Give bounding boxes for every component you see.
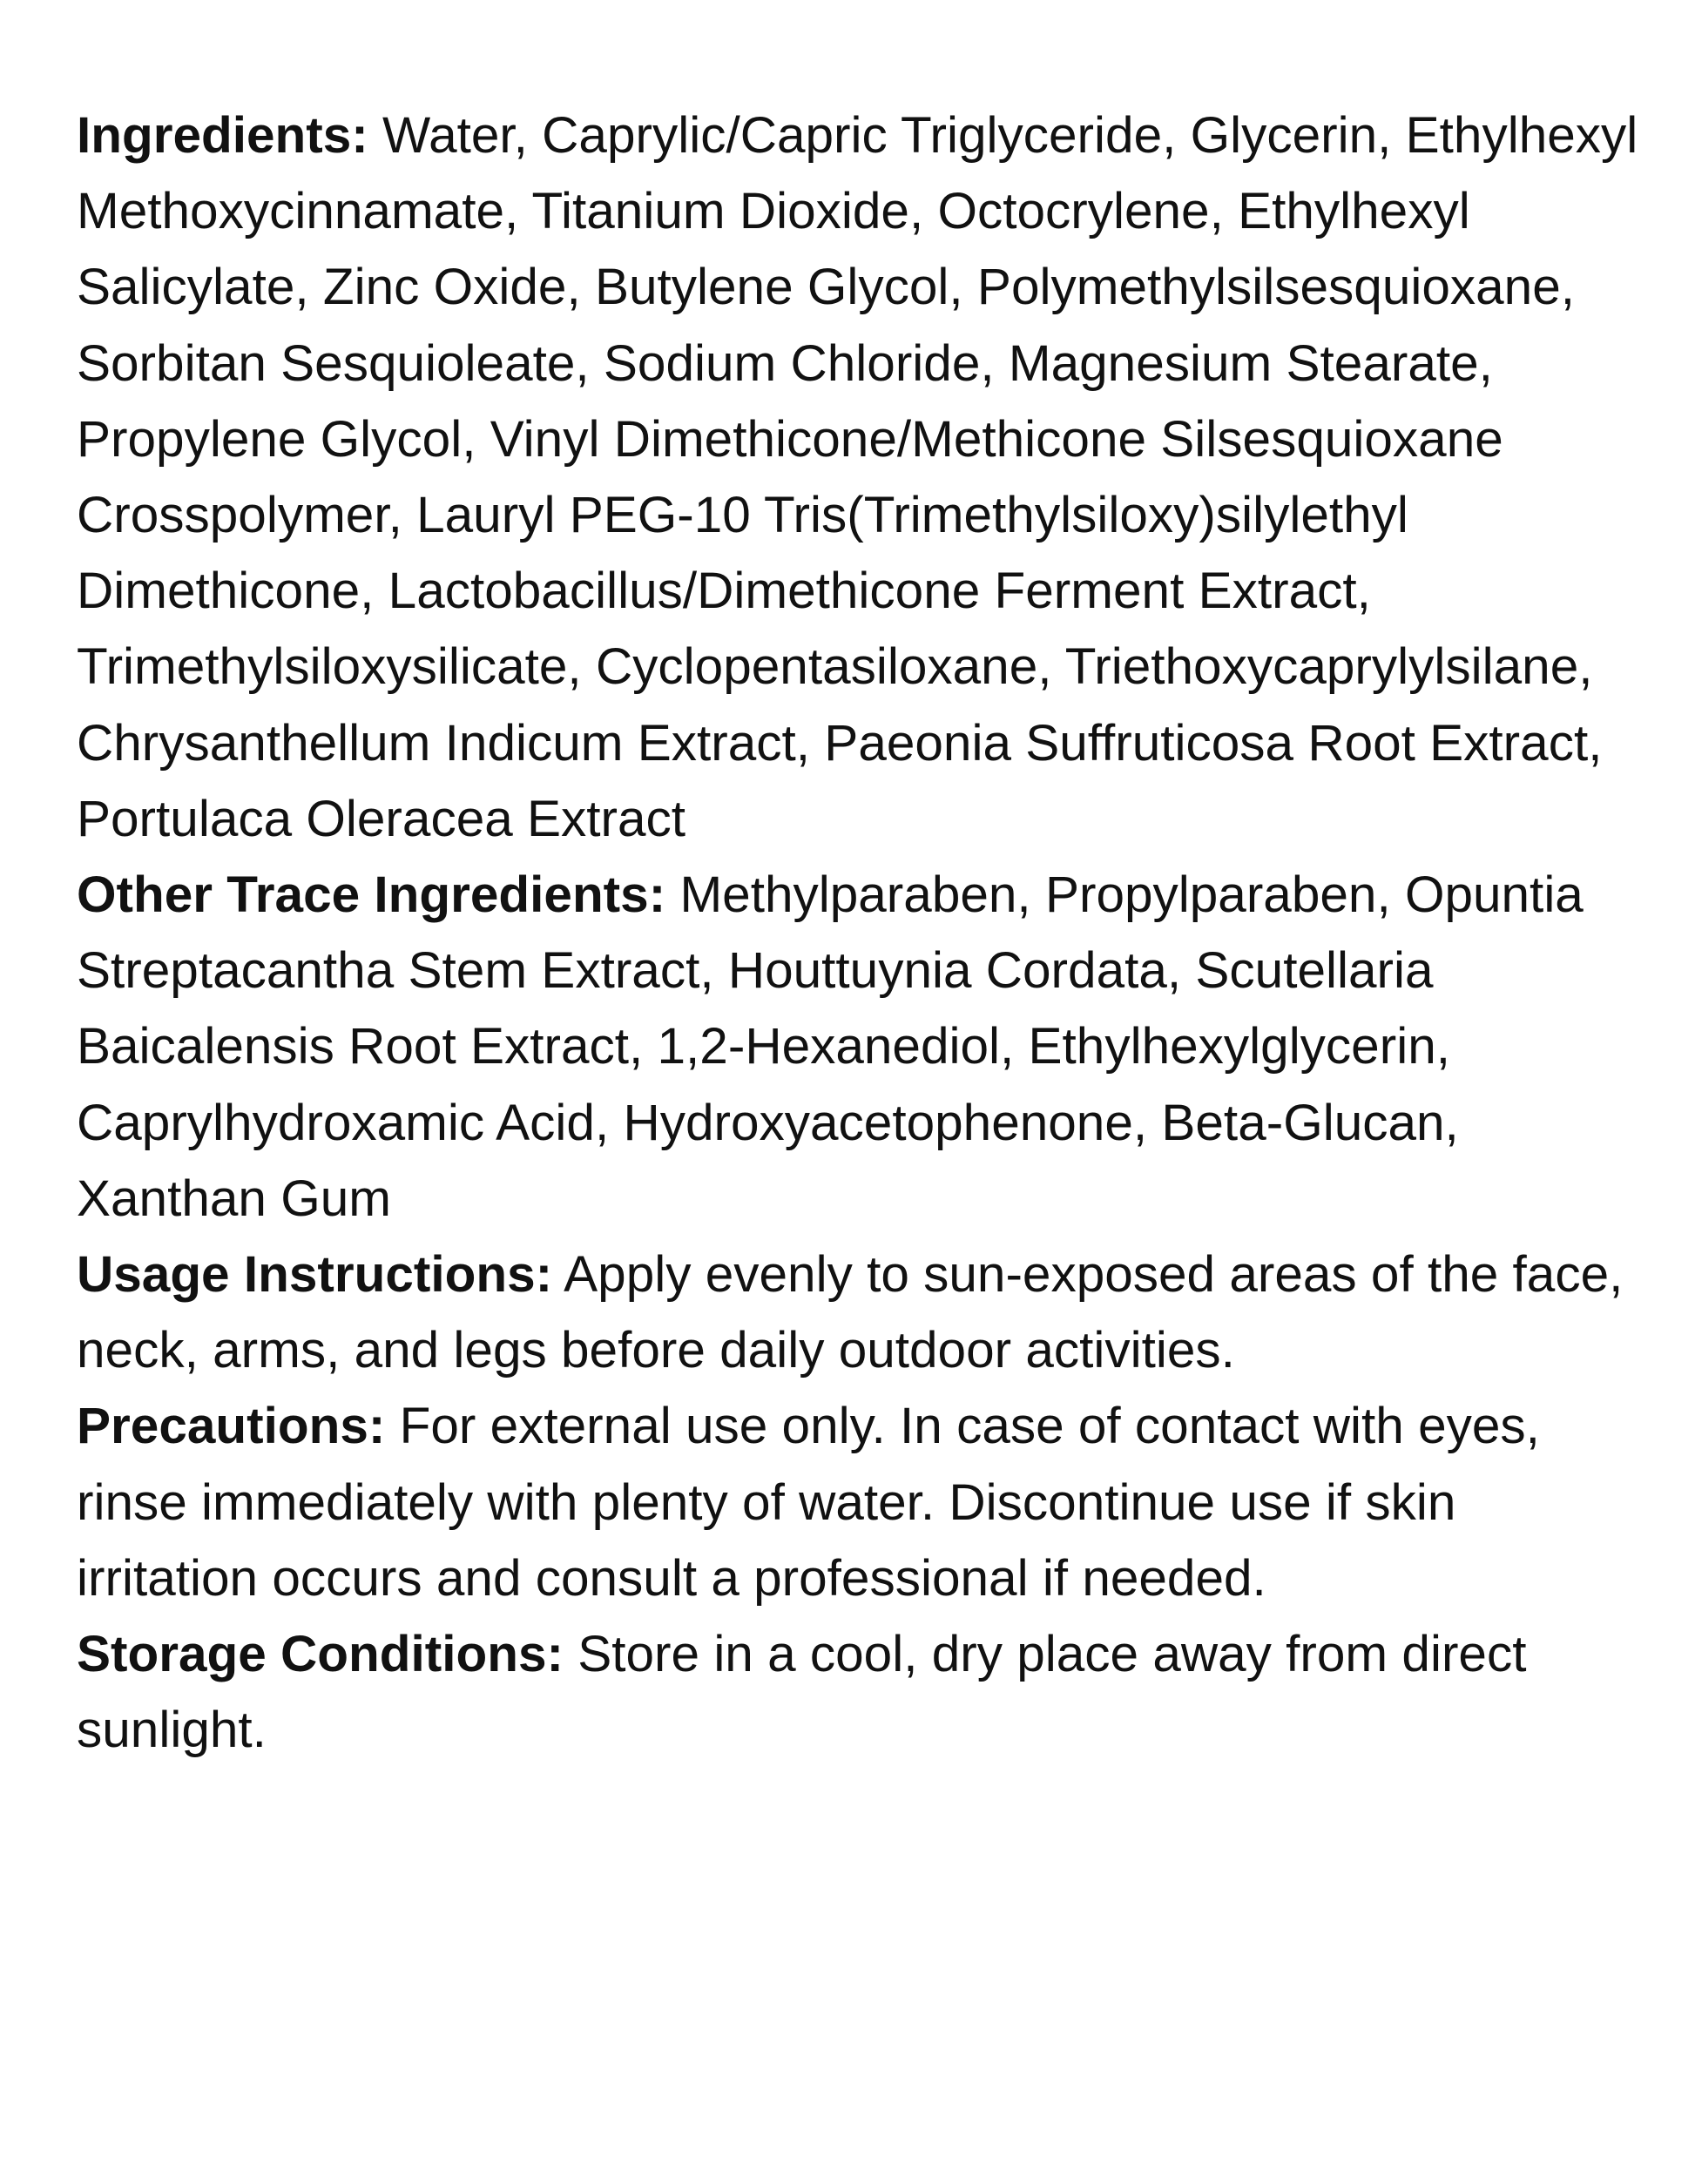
precautions-text: For external use only. In case of contact with eyes, rinse immediately with plenty of water. Discontinue use if skin irritation occurs and consult a professional if needed. [77,1398,1540,1607]
precautions-label: Precautions: [77,1398,386,1455]
other-trace-ingredients-section [77,857,1643,1237]
storage-conditions-label: Storage Conditions: [77,1626,564,1683]
usage-instructions-text: Apply evenly to sun-exposed areas of the face, neck, arms, and legs before daily outdoor activities. [77,1246,1624,1379]
ingredients-label: Ingredients: [77,107,368,164]
precautions-section [77,1388,1643,1616]
storage-conditions-section [77,1616,1643,1768]
usage-instructions-label: Usage Instructions: [77,1246,553,1304]
ingredients-section [77,98,1643,857]
ingredients-text: Water, Caprylic/Capric Triglyceride, Glycerin, Ethylhexyl Methoxycinnamate, Titanium Dioxide, Octocrylene, Ethylhexyl Salicylate, Zinc Oxide, Butylene Glycol, Polymethylsilsesquioxane, Sorbitan Sesquioleate, Sodium Chloride, Magnesium Stearate, Propylene Glycol, Vinyl Dimethicone/Methicone Silsesquioxane Crosspolymer, Lauryl PEG-10 Tris(Trimethylsiloxy)silylethyl Dimethicone, Lactobacillus/Dimethicone Ferment Extract, Trimethylsiloxysilicate, Cyclopentasiloxane, Triethoxycaprylylsilane, Chrysanthellum Indicum Extract, Paeonia Suffruticosa Root Extract, Portulaca Oleracea Extract [77,107,1638,847]
other-trace-ingredients-label: Other Trace Ingredients: [77,866,666,924]
other-trace-ingredients-text: Methylparaben, Propylparaben, Opuntia Streptacantha Stem Extract, Houttuynia Cordata, Scutellaria Baicalensis Root Extract, 1,2-Hexanediol, Ethylhexylglycerin, Caprylhydroxamic Acid, Hydroxyacetophenone, Beta-Glucan, Xanthan Gum [77,866,1584,1227]
storage-conditions-text: Store in a cool, dry place away from direct sunlight. [77,1626,1527,1759]
usage-instructions-section [77,1237,1643,1388]
